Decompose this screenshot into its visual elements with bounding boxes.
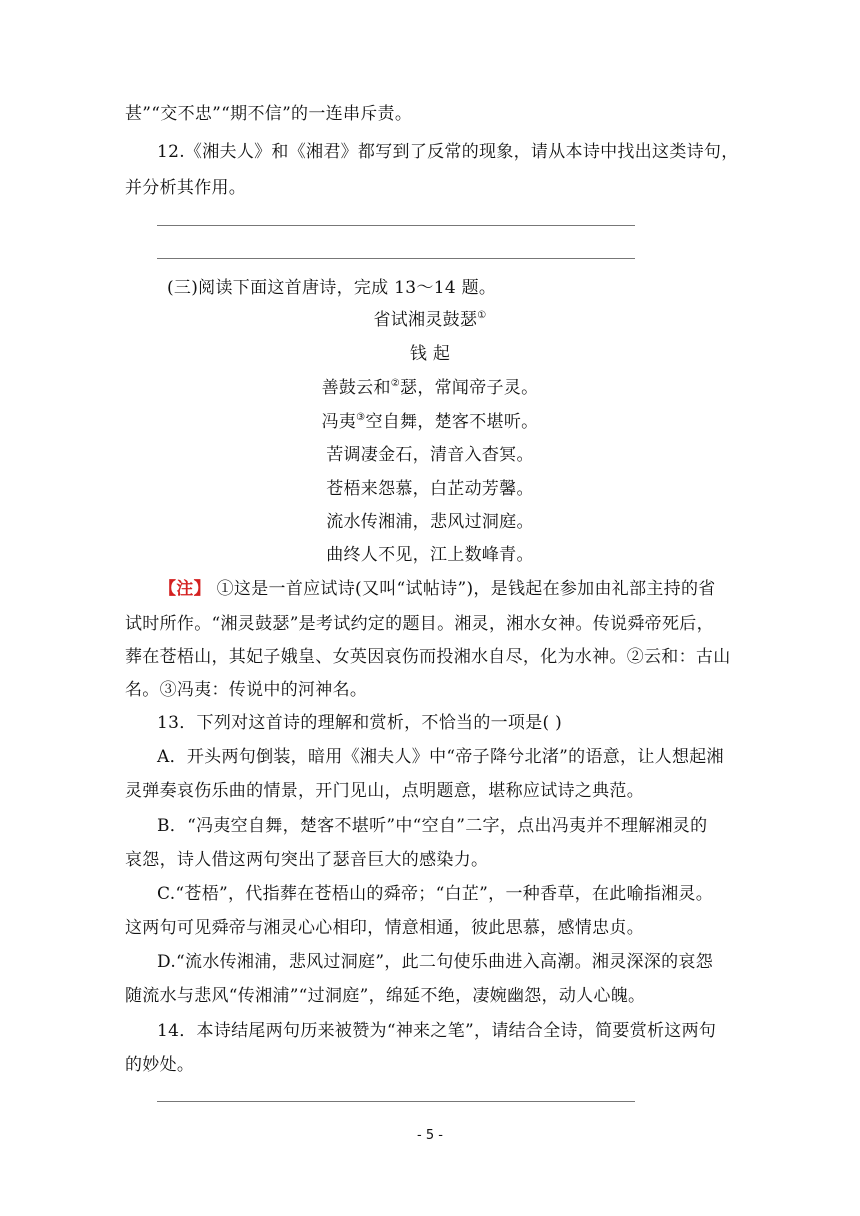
q13-option-d-line1: D.“流水传湘浦，悲风过洞庭”，此二句使乐曲进入高潮。湘灵深深的哀怨 [157, 952, 714, 972]
q13-option-b-line1: B．“冯夷空自舞，楚客不堪听”中“空自”二字，点出冯夷并不理解湘灵的 [157, 816, 708, 836]
poem-line-4: 苍梧来怨慕，白芷动芳馨。 [326, 479, 534, 499]
intro-tail: 甚”“交不忠”“期不信”的一连串斥责。 [125, 104, 413, 124]
q13-stem: 13．下列对这首诗的理解和赏析，不恰当的一项是( ) [157, 713, 563, 733]
q13-option-c-line2: 这两句可见舜帝与湘灵心心相印，情意相通，彼此思慕，感情忠贞。 [125, 918, 644, 938]
note-line-1: 【注】 ①这是一首应试诗(又叫“试帖诗”)，是钱起在参加由礼部主持的省 [159, 579, 716, 599]
q12-line2: 并分析其作用。 [125, 178, 247, 198]
q14-line1: 14．本诗结尾两句历来被赞为“神来之笔”，请结合全诗，简要赏析这两句 [157, 1021, 717, 1041]
q14-line2: 的妙处。 [125, 1055, 195, 1075]
answer-line-2 [157, 258, 635, 259]
poem-author: 钱 起 [409, 344, 451, 364]
q13-option-b-line2: 哀怨，诗人借这两句突出了瑟音巨大的感染力。 [125, 850, 489, 870]
q13-option-a-line1: A．开头两句倒装，暗用《湘夫人》中“帝子降兮北渚”的语意，让人想起湘 [157, 747, 724, 767]
poem-line-5: 流水传湘浦，悲风过洞庭。 [326, 512, 534, 532]
section-3-heading: (三)阅读下面这首唐诗，完成 13～14 题。 [167, 278, 497, 298]
answer-line-1 [157, 225, 635, 226]
q13-option-c-line1: C.“苍梧”，代指葬在苍梧山的舜帝；“白芷”，一种香草，在此喻指湘灵。 [157, 884, 714, 904]
q12-line1: 12.《湘夫人》和《湘君》都写到了反常的现象，请从本诗中找出这类诗句， [157, 142, 739, 162]
note-line-3: 葬在苍梧山，其妃子娥皇、女英因哀伤而投湘水自尽，化为水神。②云和：古山 [125, 647, 731, 667]
footnote-mark-3: ③ [356, 412, 366, 423]
q13-option-d-line2: 随流水与悲风“传湘浦”“过洞庭”，绵延不绝，凄婉幽怨，动人心魄。 [125, 986, 646, 1006]
poem-line-2: 冯夷③空自舞，楚客不堪听。 [321, 412, 539, 432]
note-label: 【注】 [159, 579, 211, 599]
answer-line-3 [157, 1101, 635, 1102]
footnote-mark-2: ② [390, 378, 401, 389]
poem-line-6: 曲终人不见，江上数峰青。 [326, 545, 534, 565]
footnote-mark-1: ① [477, 310, 487, 321]
poem-line-3: 苦调凄金石，清音入杳冥。 [326, 445, 534, 465]
q13-option-a-line2: 灵弹奏哀伤乐曲的情景，开门见山，点明题意，堪称应试诗之典范。 [125, 781, 644, 801]
note-line-4: 名。③冯夷：传说中的河神名。 [125, 680, 368, 700]
page-number: - 5 - [417, 1128, 443, 1143]
poem-line-1: 善鼓云和②瑟，常闻帝子灵。 [321, 378, 539, 398]
poem-title: 省试湘灵鼓瑟① [373, 310, 487, 330]
note-line-2: 试时所作。“湘灵鼓瑟”是考试约定的题目。湘灵，湘水女神。传说舜帝死后， [125, 614, 714, 634]
